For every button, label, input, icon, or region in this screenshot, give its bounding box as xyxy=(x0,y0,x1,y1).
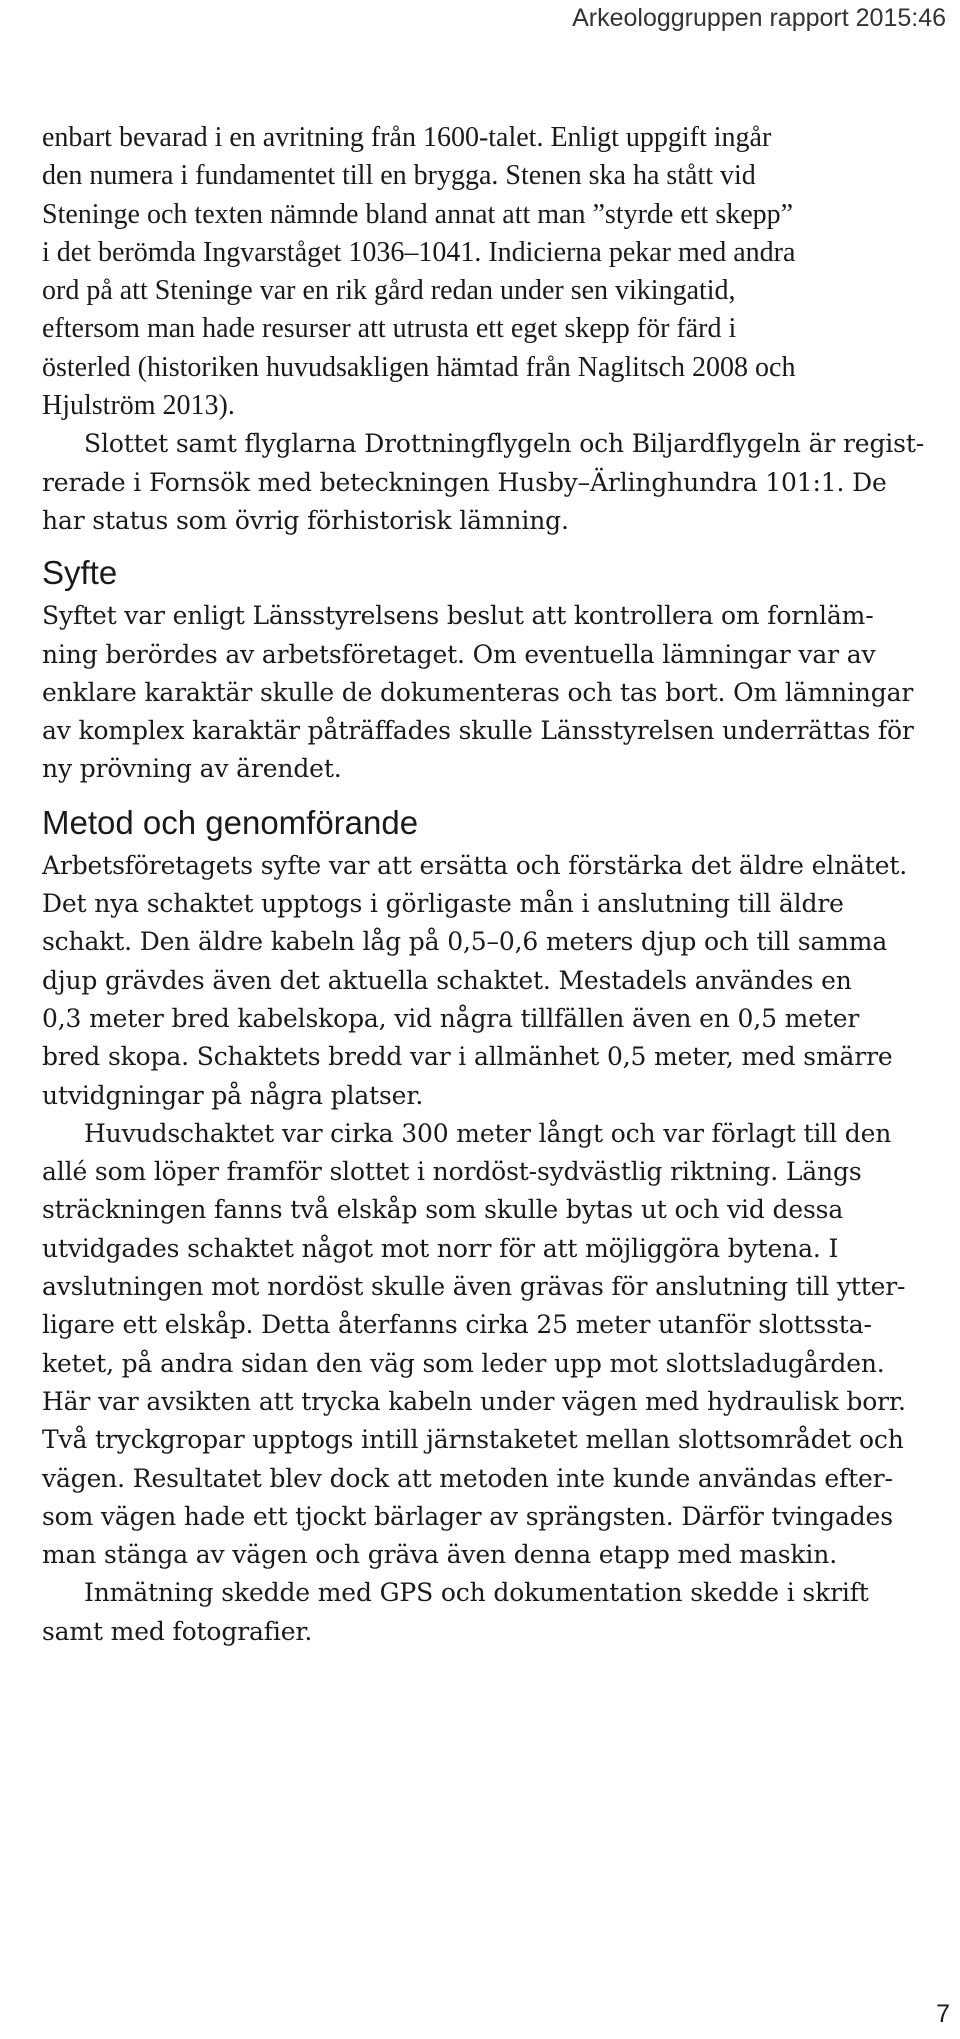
text-line: ny prövning av ärendet. xyxy=(42,754,342,784)
text-line: Det nya schaktet upptogs i görligaste mån i anslutning till äldre xyxy=(42,889,844,919)
text-line: ligare ett elskåp. Detta återfanns cirka 25 meter utanför slottssta- xyxy=(42,1310,872,1340)
text-line: Huvudschaktet var cirka 300 meter långt och var förlagt till den xyxy=(84,1118,892,1148)
intro-paragraph xyxy=(42,119,953,425)
text-line: man stänga av vägen och gräva även denna etapp med maskin. xyxy=(42,1540,837,1570)
text-line: avslutningen mot nordöst skulle även grävas för anslutning till ytter- xyxy=(42,1272,906,1302)
text-line: Syftet var enligt Länsstyrelsens beslut att kontrollera om fornläm- xyxy=(42,601,874,631)
text-line: har status som övrig förhistorisk lämning. xyxy=(42,505,569,535)
page-number: 7 xyxy=(936,2000,950,2028)
text-line: vägen. Resultatet blev dock att metoden inte kunde användas efter- xyxy=(42,1463,893,1493)
section-heading-syfte: Syfte xyxy=(42,554,118,592)
syfte-paragraph xyxy=(42,597,953,788)
text-line: österled (historiken huvudsakligen hämtad från Naglitsch 2008 och xyxy=(42,351,796,383)
text-line: djup grävdes även det aktuella schaktet. Mestadels användes en xyxy=(42,965,852,995)
metod-paragraph-3 xyxy=(42,1574,953,1651)
text-line: utvidgades schaktet något mot norr för att möjliggöra bytena. I xyxy=(42,1233,839,1263)
text-line: Slottet samt flyglarna Drottningflygeln och Biljardflygeln är regist- xyxy=(84,429,925,459)
text-line: av komplex karaktär påträffades skulle Länsstyrelsen underrättas för xyxy=(42,716,914,746)
text-line: 0,3 meter bred kabelskopa, vid några tillfällen även en 0,5 meter xyxy=(42,1003,860,1033)
text-line: Två tryckgropar upptogs intill järnstaketet mellan slottsområdet och xyxy=(42,1425,904,1455)
page-body xyxy=(42,119,953,1651)
text-line: Här var avsikten att trycka kabeln under vägen med hydraulisk borr. xyxy=(42,1386,906,1416)
text-line: Inmätning skedde med GPS och dokumentation skedde i skrift xyxy=(84,1578,869,1608)
text-line: utvidgningar på några platser. xyxy=(42,1080,424,1110)
text-line: enbart bevarad i en avritning från 1600-talet. Enligt uppgift ingår xyxy=(42,122,772,153)
slottet-paragraph xyxy=(42,425,953,540)
text-line: ord på att Steninge var en rik gård redan under sen vikingatid, xyxy=(42,275,736,307)
text-line: Arbetsföretagets syfte var att ersätta och förstärka det äldre elnätet. xyxy=(42,850,908,880)
text-line: rerade i Fornsök med beteckningen Husby–Ärlinghundra 101:1. De xyxy=(42,467,887,497)
running-header: Arkeologgruppen rapport 2015:46 xyxy=(572,4,946,32)
text-line: enklare karaktär skulle de dokumenteras och tas bort. Om lämningar xyxy=(42,677,914,707)
text-line: Hjulström 2013). xyxy=(42,390,235,422)
text-line: eftersom man hade resurser att utrusta ett eget skepp för färd i xyxy=(42,313,737,345)
text-line: i det berömda Ingvarståget 1036–1041. Indicierna pekar med andra xyxy=(42,236,796,268)
text-line: bred skopa. Schaktets bredd var i allmänhet 0,5 meter, med smärre xyxy=(42,1042,893,1072)
text-line: ketet, på andra sidan den väg som leder upp mot slottsladugården. xyxy=(42,1348,885,1378)
text-line: allé som löper framför slottet i nordöst-sydvästlig riktning. Längs xyxy=(42,1157,862,1187)
text-line: sträckningen fanns två elskåp som skulle bytas ut och vid dessa xyxy=(42,1195,844,1225)
text-line: ning berördes av arbetsföretaget. Om eventuella lämningar var av xyxy=(42,639,876,669)
text-line: samt med fotografier. xyxy=(42,1616,313,1646)
metod-paragraph-2 xyxy=(42,1115,953,1575)
text-line: schakt. Den äldre kabeln låg på 0,5–0,6 meters djup och till samma xyxy=(42,927,888,957)
text-line: den numera i fundamentet till en brygga. Stenen ska ha stått vid xyxy=(42,160,756,192)
text-line: Steninge och texten nämnde bland annat att man ”styrde ett skepp” xyxy=(42,198,794,230)
metod-paragraph-1 xyxy=(42,847,953,1115)
text-line: som vägen hade ett tjockt bärlager av sprängsten. Därför tvingades xyxy=(42,1501,893,1531)
section-heading-metod: Metod och genomförande xyxy=(42,803,419,841)
